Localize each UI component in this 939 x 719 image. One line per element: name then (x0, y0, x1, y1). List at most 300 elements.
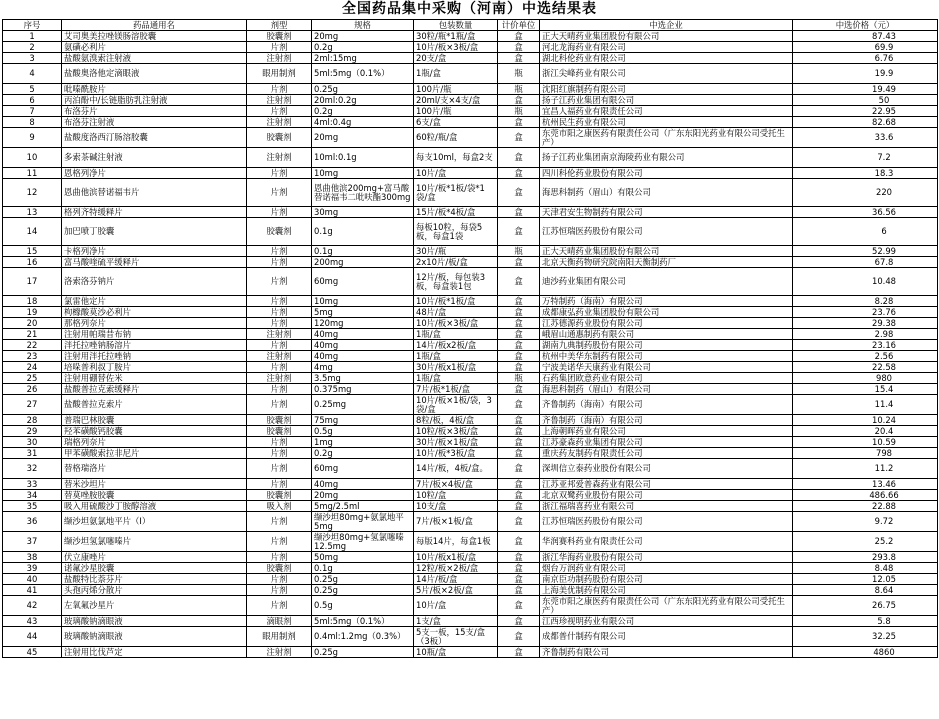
cell-price: 6 (793, 218, 938, 246)
cell-unit: 盒 (498, 459, 540, 479)
cell-company: 浙江华海药业股份有限公司 (540, 552, 793, 563)
cell-company: 四川科伦药业股份有限公司 (540, 168, 793, 179)
table-row (3, 563, 938, 574)
cell-unit: 盒 (498, 552, 540, 563)
cell-unit: 盒 (498, 117, 540, 128)
cell-unit: 盒 (498, 42, 540, 53)
header-cell-index: 序号 (3, 20, 62, 31)
table-row (3, 490, 938, 501)
cell-unit: 盒 (498, 501, 540, 512)
cell-spec: 10ml:0.1g (312, 148, 414, 168)
cell-drug-name: 注射用泮托拉唑钠 (62, 351, 247, 362)
cell-package: 1瓶/盒 (414, 64, 498, 84)
cell-package: 20ml/支×4支/盒 (414, 95, 498, 106)
cell-unit: 盒 (498, 585, 540, 596)
cell-company: 江苏德源药业股份有限公司 (540, 318, 793, 329)
cell-unit: 盒 (498, 307, 540, 318)
cell-drug-name: 普瑞巴林胶囊 (62, 415, 247, 426)
table-row (3, 616, 938, 627)
cell-index: 43 (3, 616, 62, 627)
cell-index: 27 (3, 395, 62, 415)
cell-index: 10 (3, 148, 62, 168)
cell-spec: 5ml:5mg（0.1%） (312, 616, 414, 627)
table-row (3, 479, 938, 490)
cell-dosage-form: 胶囊剂 (247, 426, 312, 437)
table-row (3, 64, 938, 84)
cell-dosage-form: 片剂 (247, 437, 312, 448)
cell-dosage-form: 片剂 (247, 448, 312, 459)
cell-spec: 5mg (312, 307, 414, 318)
cell-spec: 5mg/2.5ml (312, 501, 414, 512)
cell-drug-name: 替格瑞洛片 (62, 459, 247, 479)
cell-spec: 0.25g (312, 585, 414, 596)
cell-dosage-form: 片剂 (247, 318, 312, 329)
cell-dosage-form: 片剂 (247, 585, 312, 596)
cell-unit: 盒 (498, 168, 540, 179)
cell-spec: 30mg (312, 207, 414, 218)
cell-company: 南京臣功制药股份有限公司 (540, 574, 793, 585)
cell-price: 980 (793, 373, 938, 384)
cell-dosage-form: 胶囊剂 (247, 31, 312, 42)
cell-drug-name: 盐酸度洛西汀肠溶胶囊 (62, 128, 247, 148)
cell-index: 44 (3, 627, 62, 647)
table-row (3, 596, 938, 616)
cell-index: 1 (3, 31, 62, 42)
cell-unit: 盒 (498, 616, 540, 627)
cell-company: 迪沙药业集团有限公司 (540, 268, 793, 296)
cell-price: 87.43 (793, 31, 938, 42)
cell-spec: 3.5mg (312, 373, 414, 384)
cell-drug-name: 丙泊酚中/长链脂肪乳注射液 (62, 95, 247, 106)
cell-dosage-form: 片剂 (247, 479, 312, 490)
cell-dosage-form: 眼用制剂 (247, 64, 312, 84)
cell-dosage-form: 胶囊剂 (247, 128, 312, 148)
cell-spec: 75mg (312, 415, 414, 426)
cell-company: 扬子江药业集团有限公司 (540, 95, 793, 106)
cell-unit: 盒 (498, 362, 540, 373)
cell-price: 11.2 (793, 459, 938, 479)
cell-drug-name: 氨磺必利片 (62, 42, 247, 53)
cell-package: 15片/板*4板/盒 (414, 207, 498, 218)
cell-spec: 40mg (312, 351, 414, 362)
cell-drug-name: 左氧氟沙星片 (62, 596, 247, 616)
cell-drug-name: 吸入用硫酸沙丁胺醇溶液 (62, 501, 247, 512)
cell-dosage-form: 片剂 (247, 106, 312, 117)
cell-dosage-form: 滴眼剂 (247, 616, 312, 627)
cell-package: 12片/板，每包装3板，每盒装1包 (414, 268, 498, 296)
cell-price: 69.9 (793, 42, 938, 53)
cell-dosage-form: 片剂 (247, 596, 312, 616)
cell-index: 6 (3, 95, 62, 106)
cell-drug-name: 头孢丙烯分散片 (62, 585, 247, 596)
cell-unit: 盒 (498, 627, 540, 647)
cell-company: 江苏亚邦爱普森药业有限公司 (540, 479, 793, 490)
cell-unit: 盒 (498, 395, 540, 415)
cell-unit: 盒 (498, 179, 540, 207)
cell-package: 10粒/盒 (414, 490, 498, 501)
cell-index: 26 (3, 384, 62, 395)
cell-price: 32.25 (793, 627, 938, 647)
cell-dosage-form: 片剂 (247, 384, 312, 395)
cell-index: 36 (3, 512, 62, 532)
cell-unit: 盒 (498, 479, 540, 490)
cell-price: 26.75 (793, 596, 938, 616)
cell-dosage-form: 片剂 (247, 207, 312, 218)
cell-spec: 50mg (312, 552, 414, 563)
cell-drug-name: 艾司奥美拉唑镁肠溶胶囊 (62, 31, 247, 42)
cell-spec: 4ml:0.4g (312, 117, 414, 128)
cell-index: 35 (3, 501, 62, 512)
cell-package: 20支/盒 (414, 53, 498, 64)
cell-package: 7片/板×4板/盒 (414, 479, 498, 490)
cell-package: 1瓶/盒 (414, 351, 498, 362)
cell-price: 29.38 (793, 318, 938, 329)
cell-price: 22.95 (793, 106, 938, 117)
cell-company: 江西珍视明药业有限公司 (540, 616, 793, 627)
cell-price: 2.56 (793, 351, 938, 362)
cell-index: 8 (3, 117, 62, 128)
cell-price: 22.88 (793, 501, 938, 512)
header-cell-unit: 计价单位 (498, 20, 540, 31)
cell-index: 7 (3, 106, 62, 117)
cell-company: 北京双鹭药业股份有限公司 (540, 490, 793, 501)
cell-unit: 盒 (498, 647, 540, 658)
cell-index: 19 (3, 307, 62, 318)
cell-index: 14 (3, 218, 62, 246)
table-row (3, 318, 938, 329)
cell-package: 14片/板，4板/盒。 (414, 459, 498, 479)
table-row (3, 362, 938, 373)
cell-index: 32 (3, 459, 62, 479)
cell-index: 29 (3, 426, 62, 437)
cell-dosage-form: 片剂 (247, 340, 312, 351)
cell-package: 5片/板×2板/盒 (414, 585, 498, 596)
cell-drug-name: 枸橼酸莫沙必利片 (62, 307, 247, 318)
cell-price: 12.05 (793, 574, 938, 585)
cell-unit: 盒 (498, 318, 540, 329)
table-row (3, 53, 938, 64)
cell-index: 11 (3, 168, 62, 179)
cell-company: 华润赛科药业有限责任公司 (540, 532, 793, 552)
cell-dosage-form: 片剂 (247, 296, 312, 307)
cell-package: 100片/瓶 (414, 84, 498, 95)
cell-package: 10片/盒 (414, 168, 498, 179)
cell-unit: 瓶 (498, 106, 540, 117)
cell-package: 5支一板，15支/盒（3板） (414, 627, 498, 647)
cell-package: 6支/盒 (414, 117, 498, 128)
table-row (3, 296, 938, 307)
cell-package: 14片/板/盒 (414, 574, 498, 585)
cell-spec: 0.5g (312, 426, 414, 437)
table-row (3, 307, 938, 318)
cell-price: 20.4 (793, 426, 938, 437)
cell-unit: 盒 (498, 448, 540, 459)
cell-package: 10片/板×3板/盒 (414, 318, 498, 329)
cell-dosage-form: 片剂 (247, 362, 312, 373)
cell-price: 67.8 (793, 257, 938, 268)
cell-package: 每支10ml，每盒2支 (414, 148, 498, 168)
cell-index: 42 (3, 596, 62, 616)
cell-package: 30片/板×1板/盒 (414, 437, 498, 448)
cell-dosage-form: 片剂 (247, 246, 312, 257)
cell-company: 正大天晴药业集团股份有限公司 (540, 246, 793, 257)
cell-company: 东莞市阳之康医药有限责任公司（广东东阳光药业有限公司受托生产） (540, 128, 793, 148)
cell-package: 10片/板*3板/盒 (414, 448, 498, 459)
cell-unit: 盒 (498, 268, 540, 296)
cell-dosage-form: 片剂 (247, 574, 312, 585)
cell-dosage-form: 胶囊剂 (247, 490, 312, 501)
cell-package: 每板10粒，每袋5板，每盒1袋 (414, 218, 498, 246)
cell-spec: 20mg (312, 490, 414, 501)
table-row (3, 168, 938, 179)
cell-package: 10粒/板×3板/盒 (414, 426, 498, 437)
cell-dosage-form: 片剂 (247, 552, 312, 563)
cell-company: 海思科制药（眉山）有限公司 (540, 384, 793, 395)
cell-drug-name: 富马酸喹硫平缓释片 (62, 257, 247, 268)
cell-unit: 瓶 (498, 246, 540, 257)
cell-spec: 0.1g (312, 563, 414, 574)
cell-company: 上海朝晖药业有限公司 (540, 426, 793, 437)
cell-unit: 盒 (498, 148, 540, 168)
page-title: 全国药品集中采购（河南）中选结果表 (342, 1, 597, 17)
cell-package: 48片/盒 (414, 307, 498, 318)
table-row (3, 384, 938, 395)
cell-dosage-form: 注射剂 (247, 117, 312, 128)
cell-price: 15.4 (793, 384, 938, 395)
cell-drug-name: 甲苯磺酸索拉非尼片 (62, 448, 247, 459)
cell-spec: 0.25g (312, 647, 414, 658)
cell-spec: 0.25g (312, 84, 414, 95)
cell-index: 9 (3, 128, 62, 148)
cell-company: 天津君安生物制药有限公司 (540, 207, 793, 218)
cell-price: 18.3 (793, 168, 938, 179)
cell-drug-name: 注射用帕瑞昔布钠 (62, 329, 247, 340)
cell-company: 齐鲁制药（海南）有限公司 (540, 395, 793, 415)
cell-drug-name: 缬沙坦氢氯噻嗪片 (62, 532, 247, 552)
table-row (3, 179, 938, 207)
table-row (3, 373, 938, 384)
cell-index: 31 (3, 448, 62, 459)
cell-company: 齐鲁制药（海南）有限公司 (540, 415, 793, 426)
cell-index: 22 (3, 340, 62, 351)
cell-drug-name: 卡格列净片 (62, 246, 247, 257)
cell-company: 河北龙海药业有限公司 (540, 42, 793, 53)
cell-unit: 盒 (498, 351, 540, 362)
cell-index: 12 (3, 179, 62, 207)
cell-price: 25.2 (793, 532, 938, 552)
cell-spec: 40mg (312, 340, 414, 351)
cell-unit: 瓶 (498, 373, 540, 384)
table-row (3, 329, 938, 340)
cell-spec: 20ml:0.2g (312, 95, 414, 106)
table-row (3, 95, 938, 106)
cell-package: 12粒/板×2板/盒 (414, 563, 498, 574)
cell-price: 19.9 (793, 64, 938, 84)
cell-company: 成都康弘药业集团股份有限公司 (540, 307, 793, 318)
cell-price: 293.8 (793, 552, 938, 563)
cell-dosage-form: 片剂 (247, 84, 312, 95)
cell-unit: 盒 (498, 207, 540, 218)
cell-index: 2 (3, 42, 62, 53)
cell-company: 浙江福瑞喜药业有限公司 (540, 501, 793, 512)
cell-company: 烟台万润药业有限公司 (540, 563, 793, 574)
cell-package: 2x10片/板/盒 (414, 257, 498, 268)
cell-package: 100片/瓶 (414, 106, 498, 117)
cell-dosage-form: 注射剂 (247, 647, 312, 658)
cell-unit: 盒 (498, 512, 540, 532)
cell-index: 3 (3, 53, 62, 64)
cell-dosage-form: 片剂 (247, 179, 312, 207)
cell-unit: 盒 (498, 426, 540, 437)
cell-drug-name: 布洛芬片 (62, 106, 247, 117)
cell-price: 8.28 (793, 296, 938, 307)
cell-price: 2.98 (793, 329, 938, 340)
cell-company: 峨眉山通惠制药有限公司 (540, 329, 793, 340)
cell-drug-name: 加巴喷丁胶囊 (62, 218, 247, 246)
cell-price: 6.76 (793, 53, 938, 64)
cell-unit: 盒 (498, 53, 540, 64)
cell-drug-name: 盐酸普拉克索片 (62, 395, 247, 415)
cell-index: 17 (3, 268, 62, 296)
cell-spec: 20mg (312, 31, 414, 42)
cell-price: 220 (793, 179, 938, 207)
cell-package: 60粒/瓶/盒 (414, 128, 498, 148)
cell-drug-name: 瑞格列奈片 (62, 437, 247, 448)
cell-drug-name: 布洛芬注射液 (62, 117, 247, 128)
cell-package: 每版14片，每盒1板 (414, 532, 498, 552)
cell-price: 9.72 (793, 512, 938, 532)
cell-price: 11.4 (793, 395, 938, 415)
header-cell-dosage-form: 剂型 (247, 20, 312, 31)
cell-spec: 0.2g (312, 42, 414, 53)
cell-company: 成都普什制药有限公司 (540, 627, 793, 647)
cell-drug-name: 氯雷他定片 (62, 296, 247, 307)
cell-company: 正大天晴药业集团股份有限公司 (540, 31, 793, 42)
cell-unit: 盒 (498, 574, 540, 585)
cell-package: 10支/盒 (414, 501, 498, 512)
cell-dosage-form: 胶囊剂 (247, 563, 312, 574)
cell-spec: 缬沙坦80mg+氨氯地平5mg (312, 512, 414, 532)
cell-company: 万特制药（海南）有限公司 (540, 296, 793, 307)
cell-unit: 盒 (498, 329, 540, 340)
cell-dosage-form: 注射剂 (247, 148, 312, 168)
cell-spec: 0.4ml:1.2mg（0.3%） (312, 627, 414, 647)
cell-company: 杭州民生药业有限公司 (540, 117, 793, 128)
cell-index: 33 (3, 479, 62, 490)
table-row (3, 340, 938, 351)
cell-unit: 盒 (498, 31, 540, 42)
cell-dosage-form: 眼用制剂 (247, 627, 312, 647)
cell-dosage-form: 注射剂 (247, 95, 312, 106)
cell-unit: 瓶 (498, 64, 540, 84)
cell-price: 10.24 (793, 415, 938, 426)
cell-dosage-form: 片剂 (247, 532, 312, 552)
cell-spec: 0.25mg (312, 395, 414, 415)
cell-company: 湖南九典制药股份有限公司 (540, 340, 793, 351)
cell-spec: 20mg (312, 128, 414, 148)
cell-dosage-form: 片剂 (247, 307, 312, 318)
cell-drug-name: 格列齐特缓释片 (62, 207, 247, 218)
cell-price: 7.2 (793, 148, 938, 168)
cell-drug-name: 伏立康唑片 (62, 552, 247, 563)
cell-price: 8.64 (793, 585, 938, 596)
cell-package: 10片/板×3板/盒 (414, 42, 498, 53)
cell-index: 25 (3, 373, 62, 384)
table-row (3, 128, 938, 148)
table-row (3, 207, 938, 218)
header-cell-company: 中选企业 (540, 20, 793, 31)
cell-spec: 60mg (312, 268, 414, 296)
table-row (3, 117, 938, 128)
cell-price: 50 (793, 95, 938, 106)
cell-drug-name: 洛索洛芬钠片 (62, 268, 247, 296)
cell-drug-name: 注射用比伐芦定 (62, 647, 247, 658)
cell-spec: 5ml:5mg（0.1%） (312, 64, 414, 84)
cell-index: 16 (3, 257, 62, 268)
cell-drug-name: 诺氟沙星胶囊 (62, 563, 247, 574)
cell-dosage-form: 片剂 (247, 512, 312, 532)
cell-drug-name: 吡嗪酰胺片 (62, 84, 247, 95)
cell-price: 10.59 (793, 437, 938, 448)
cell-unit: 盒 (498, 218, 540, 246)
header-cell-price: 中选价格（元） (793, 20, 938, 31)
cell-unit: 盒 (498, 563, 540, 574)
table-row (3, 459, 938, 479)
cell-package: 10片/板x1板/盒 (414, 552, 498, 563)
cell-company: 扬子江药业集团南京海陵药业有限公司 (540, 148, 793, 168)
table-row (3, 585, 938, 596)
cell-drug-name: 培哚普利叔丁胺片 (62, 362, 247, 373)
cell-index: 21 (3, 329, 62, 340)
cell-company: 浙江尖峰药业有限公司 (540, 64, 793, 84)
table-row (3, 448, 938, 459)
cell-dosage-form: 片剂 (247, 268, 312, 296)
table-row (3, 437, 938, 448)
cell-price: 5.8 (793, 616, 938, 627)
table-row (3, 415, 938, 426)
cell-package: 7片/板×1板/盒 (414, 512, 498, 532)
cell-package: 8粒/板，4板/盒 (414, 415, 498, 426)
cell-spec: 40mg (312, 329, 414, 340)
cell-unit: 盒 (498, 296, 540, 307)
table-row (3, 257, 938, 268)
cell-index: 40 (3, 574, 62, 585)
cell-package: 7片/板*1板/盒 (414, 384, 498, 395)
cell-company: 东莞市阳之康医药有限责任公司（广东东阳光药业有限公司受托生产） (540, 596, 793, 616)
cell-package: 1瓶/盒 (414, 329, 498, 340)
cell-price: 82.68 (793, 117, 938, 128)
cell-company: 江苏恒瑞医药股份有限公司 (540, 512, 793, 532)
cell-drug-name: 那格列奈片 (62, 318, 247, 329)
cell-dosage-form: 片剂 (247, 42, 312, 53)
table-row (3, 395, 938, 415)
cell-spec: 200mg (312, 257, 414, 268)
cell-drug-name: 玻璃酸钠滴眼液 (62, 616, 247, 627)
cell-price: 23.76 (793, 307, 938, 318)
cell-price: 10.48 (793, 268, 938, 296)
cell-index: 38 (3, 552, 62, 563)
table-row (3, 512, 938, 532)
table-body (3, 31, 938, 658)
cell-dosage-form: 片剂 (247, 257, 312, 268)
cell-unit: 盒 (498, 437, 540, 448)
cell-spec: 10mg (312, 168, 414, 179)
cell-index: 28 (3, 415, 62, 426)
cell-index: 5 (3, 84, 62, 95)
table-row (3, 42, 938, 53)
header-cell-package: 包装数量 (414, 20, 498, 31)
cell-index: 45 (3, 647, 62, 658)
